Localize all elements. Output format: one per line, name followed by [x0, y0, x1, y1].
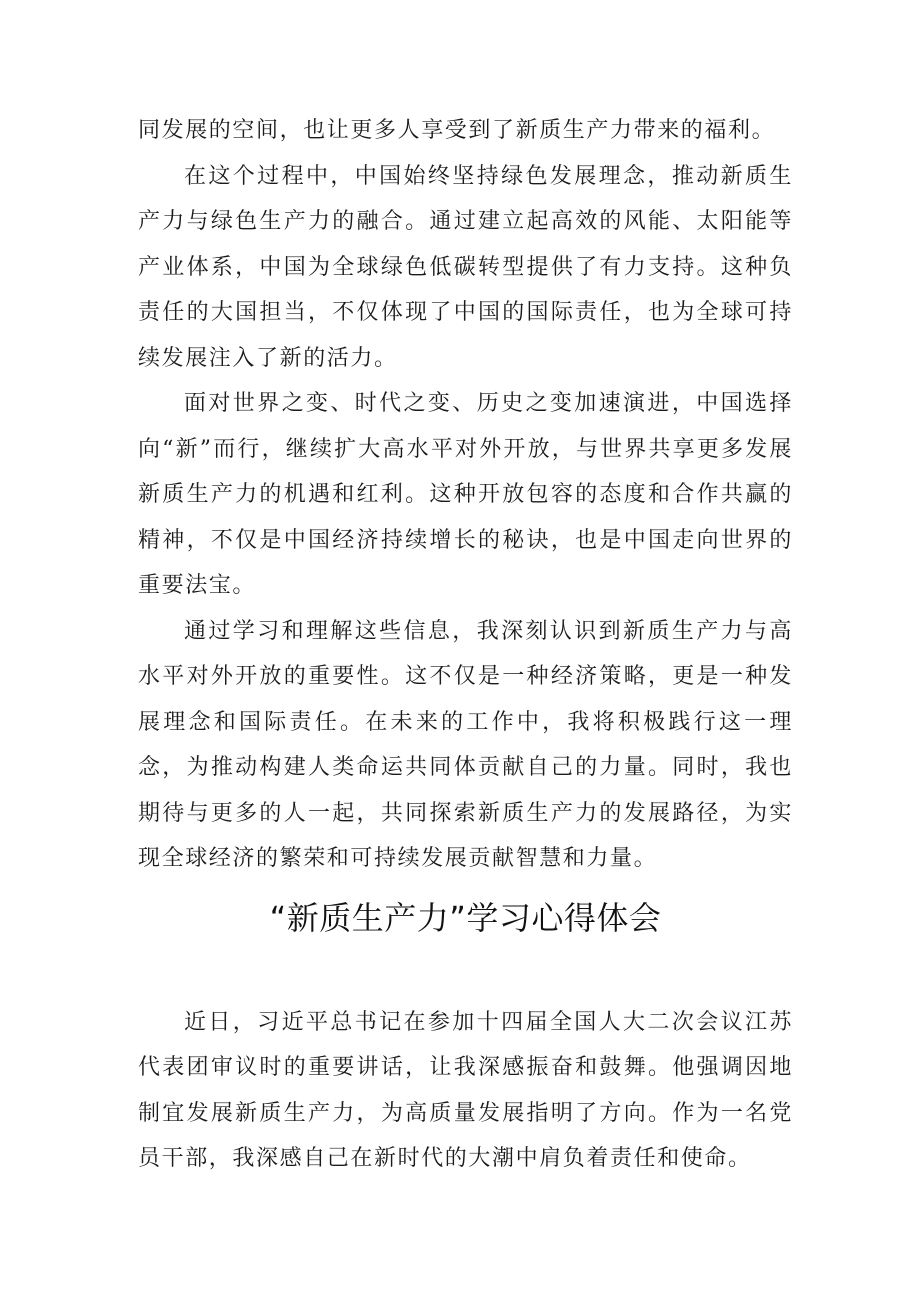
paragraph-continuation: 同发展的空间，也让更多人享受到了新质生产力带来的福利。	[138, 118, 776, 143]
paragraph-opening-up: 面对世界之变、时代之变、历史之变加速演进，中国选择向“新”而行，继续扩大高水平对外开放，与世界共享更多发展新质生产力的机遇和红利。这种开放包容的态度和合作共赢的精神，不仅是中国经济持续增长的秘诀，也是中国走向世界的重要法宝。	[138, 391, 793, 598]
paragraph-reflection: 通过学习和理解这些信息，我深刻认识到新质生产力与高水平对外开放的重要性。这不仅是一种经济策略，更是一种发展理念和国际责任。在未来的工作中，我将积极践行这一理念，为推动构建人类命运共同体贡献自己的力量。同时，我也期待与更多的人一起，共同探索新质生产力的发展路径，为实现全球经济的繁荣和可持续发展贡献智慧和力量。	[138, 618, 793, 871]
article-heading: “新质生产力”学习心得体会	[269, 898, 662, 937]
heading-spacer	[138, 948, 793, 1000]
paragraph-intro: 近日，习近平总书记在参加十四届全国人大二次会议江苏代表团审议时的重要讲话，让我深感振奋和鼓舞。他强调因地制宜发展新质生产力，为高质量发展指明了方向。作为一名党员干部，我深感自己在新时代的大潮中肩负着责任和使命。	[138, 1009, 793, 1171]
paragraph-green-development: 在这个过程中，中国始终坚持绿色发展理念，推动新质生产力与绿色生产力的融合。通过建立起高效的风能、太阳能等产业体系，中国为全球绿色低碳转型提供了有力支持。这种负责任的大国担当，不仅体现了中国的国际责任，也为全球可持续发展注入了新的活力。	[138, 163, 793, 371]
document-page	[138, 108, 793, 1182]
